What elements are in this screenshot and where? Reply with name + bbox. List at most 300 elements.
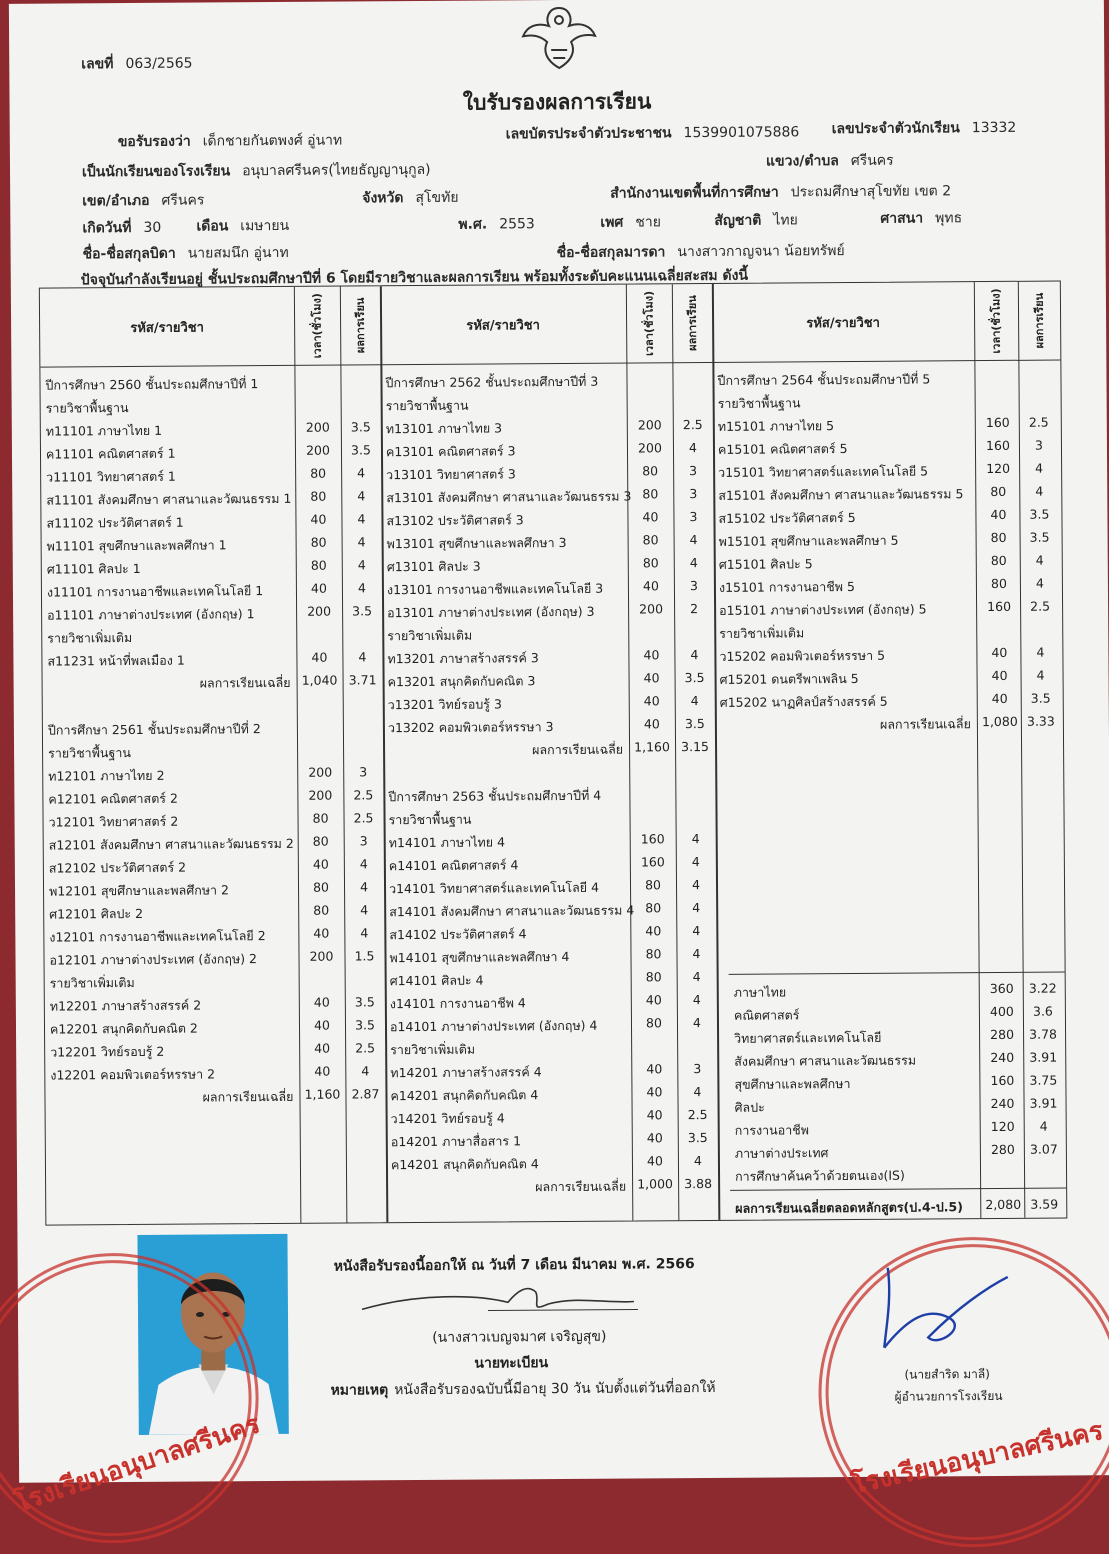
subject-row: [42, 646, 382, 670]
hours-cell: 80: [297, 811, 343, 826]
subject-row: [384, 851, 716, 875]
grade-cell: 3.5: [345, 1017, 385, 1032]
hours-cell: 80: [976, 553, 1022, 568]
hours-cell: 160: [630, 831, 676, 846]
subject-row: [42, 531, 382, 555]
subject-cell: ภาษาไทย: [734, 982, 787, 1002]
subject-cell: ง14101 การงานอาชีพ 4: [390, 993, 526, 1014]
subject-row: [43, 807, 383, 831]
subject-row: [384, 897, 716, 921]
subject-cell: ผลการเรียนเฉลี่ย: [535, 1177, 626, 1198]
hours-cell: 120: [975, 461, 1021, 476]
subject-cell: ส13101 สังคมศึกษา ศาสนาและวัฒนธรรม 3: [386, 487, 631, 509]
subject-row: [44, 922, 384, 946]
subject-cell: ส12101 สังคมศึกษา ศาสนาและวัฒนธรรม 2: [49, 834, 294, 856]
grade-cell: 3.75: [1023, 1073, 1063, 1088]
grade-cell: 3.91: [1023, 1096, 1063, 1111]
grade-cell: 3.5: [675, 670, 715, 685]
grade-cell: 4: [1024, 1119, 1064, 1134]
grade-cell: 2.5: [345, 1040, 385, 1055]
col2-subject-header: รหัส/รายวิชา: [380, 285, 627, 365]
summary-row: [729, 978, 1063, 1002]
hours-cell: 40: [630, 923, 676, 938]
subject-cell: อ15101 ภาษาต่างประเทศ (อังกฤษ) 5: [719, 599, 927, 620]
subject-cell: ศ12101 ศิลปะ 2: [49, 904, 143, 925]
hours-cell: 200: [298, 949, 344, 964]
subject-row: [40, 370, 380, 394]
grade-cell: 4: [1020, 576, 1060, 591]
subject-cell: ผลการเรียนเฉลี่ย: [880, 714, 971, 735]
summary-row: [729, 1047, 1063, 1071]
subject-row: [386, 1127, 718, 1151]
subject-row: [44, 899, 384, 923]
hours-cell: 40: [629, 716, 675, 731]
subject-row: [45, 968, 385, 992]
grade-cell: 4: [341, 511, 381, 526]
subject-cell: ค12201 สนุกคิดกับคณิต 2: [50, 1019, 198, 1040]
subject-cell: ค11101 คณิตศาสตร์ 1: [46, 444, 176, 465]
subject-row: [381, 414, 713, 438]
subject-row: [713, 435, 1059, 459]
district-line: เขต/อำเภอ ศรีนคร: [82, 189, 204, 212]
grade-cell: 3.07: [1024, 1142, 1064, 1157]
grade-cell: 3.5: [1019, 507, 1059, 522]
subject-cell: อ13101 ภาษาต่างประเทศ (อังกฤษ) 3: [387, 602, 595, 623]
certificate-paper: [9, 0, 1109, 1483]
subject-cell: ว12201 วิทย์รอบรู้ 2: [50, 1042, 164, 1063]
subject-cell: พ11101 สุขศึกษาและพลศึกษา 1: [47, 535, 227, 556]
grade-cell: 3.71: [343, 672, 383, 687]
subject-row: [381, 460, 713, 484]
hours-cell: 80: [976, 576, 1022, 591]
subject-cell: ปีการศึกษา 2564 ชั้นประถมศึกษาปีที่ 5: [717, 369, 930, 390]
grade-cell: 4: [1020, 553, 1060, 568]
hours-cell: 80: [630, 900, 676, 915]
registrar-name: (นางสาวเบญจมาศ เจริญสุข): [432, 1326, 606, 1349]
grade-cell: 4: [676, 877, 716, 892]
subject-row: [384, 943, 716, 967]
hours-cell: 240: [979, 1096, 1025, 1111]
subject-row: [45, 1014, 385, 1038]
subject-cell: อ14201 ภาษาสื่อสาร 1: [391, 1131, 521, 1152]
hours-cell: 40: [632, 1153, 678, 1168]
subject-cell: ศ13101 ศิลปะ 3: [387, 557, 481, 578]
subject-row: [382, 598, 714, 622]
average-row: [45, 1083, 385, 1107]
average-row: [386, 1173, 718, 1197]
hours-cell: 240: [979, 1050, 1025, 1065]
subject-row: [44, 830, 384, 854]
subject-cell: ว13101 วิทยาศาสตร์ 3: [386, 464, 516, 485]
col1-subject-header: รหัส/รายวิชา: [40, 287, 295, 367]
subject-row: [714, 596, 1060, 620]
grade-cell: 3: [674, 578, 714, 593]
hours-cell: 200: [295, 443, 341, 458]
grade-cell: 3: [673, 509, 713, 524]
subject-row: [382, 644, 714, 668]
grade-cell: 4: [344, 856, 384, 871]
director-title: ผู้อำนวยการโรงเรียน: [895, 1387, 1003, 1407]
hours-cell: 160: [975, 415, 1021, 430]
subject-row: [713, 458, 1059, 482]
birth-day-line: เกิดวันที่ 30: [82, 217, 161, 240]
hours-cell: 40: [976, 645, 1022, 660]
subject-cell: ง11101 การงานอาชีพและเทคโนโลยี 1: [47, 581, 263, 603]
subject-cell: ศ11101 ศิลปะ 1: [47, 559, 141, 580]
subject-row: [42, 554, 382, 578]
subject-cell: รายวิชาเพิ่มเติม: [50, 973, 135, 994]
subject-row: [385, 1012, 717, 1036]
hours-cell: 80: [976, 530, 1022, 545]
subject-row: [382, 575, 714, 599]
grade-cell: 3: [673, 486, 713, 501]
hours-cell: 40: [296, 581, 342, 596]
subject-row: [383, 759, 715, 783]
hours-cell: 40: [631, 992, 677, 1007]
subject-row: [42, 623, 382, 647]
hours-cell: 40: [299, 1018, 345, 1033]
subject-cell: รายวิชาเพิ่มเติม: [390, 1040, 475, 1061]
subject-cell: การศึกษาค้นคว้าด้วยตนเอง(IS): [735, 1166, 905, 1187]
garuda-emblem: [519, 0, 600, 72]
subject-cell: ท13101 ภาษาไทย 3: [386, 418, 502, 439]
citizen-id-line: เลขบัตรประจำตัวประชาชน 1539901075886: [506, 121, 800, 145]
hours-cell: 200: [627, 440, 673, 455]
hours-cell: 1,160: [629, 739, 675, 754]
average-row: [383, 736, 715, 760]
subject-cell: รายวิชาเพิ่มเติม: [387, 626, 472, 647]
grade-cell: 3: [1019, 438, 1059, 453]
grade-cell: 4: [676, 923, 716, 938]
hours-cell: 80: [630, 946, 676, 961]
father-line: ชื่อ-ชื่อสกุลบิดา นายสมนึก อู่นาท: [83, 242, 289, 265]
subject-row: [384, 828, 716, 852]
grade-cell: 2.5: [673, 417, 713, 432]
subject-cell: คณิตศาสตร์: [734, 1005, 800, 1025]
hours-cell: 80: [628, 555, 674, 570]
subject-cell: ค12101 คณิตศาสตร์ 2: [48, 789, 178, 810]
subject-cell: ท13201 ภาษาสร้างสรรค์ 3: [387, 648, 538, 669]
summary-row: [730, 1139, 1064, 1163]
subject-row: [713, 504, 1059, 528]
subject-cell: ง15101 การงานอาชีพ 5: [719, 577, 855, 598]
grade-cell: 4: [342, 580, 382, 595]
grade-cell: 3.33: [1021, 714, 1061, 729]
subject-cell: ค14101 คณิตศาสตร์ 4: [389, 855, 519, 876]
col3-hours-header: เวลา(ชั่วโมง): [974, 286, 1018, 356]
subject-row: [382, 621, 714, 645]
hours-cell: 40: [629, 693, 675, 708]
hours-cell: 360: [979, 981, 1025, 996]
grade-cell: 3: [677, 1061, 717, 1076]
summary-row: [729, 1070, 1063, 1094]
subject-cell: ส12102 ประวัติศาสตร์ 2: [49, 858, 186, 879]
subject-row: [43, 692, 383, 716]
mother-line: ชื่อ-ชื่อสกุลมารดา นางสาวกาญจนา น้อยทรัพย์: [557, 240, 845, 264]
grade-cell: 4: [676, 946, 716, 961]
subject-cell: ส14102 ประวัติศาสตร์ 4: [389, 924, 526, 945]
grade-cell: 4: [1020, 645, 1060, 660]
grade-cell: 3.59: [1024, 1197, 1064, 1212]
subject-cell: ศิลปะ: [735, 1098, 765, 1118]
col1-hours-header: เวลา(ชั่วโมง): [294, 291, 340, 361]
subject-cell: สังคมศึกษา ศาสนาและวัฒนธรรม: [734, 1051, 916, 1072]
seal-text-left: โรงเรียนอนุบาลศรีนคร: [9, 1404, 265, 1524]
subject-cell: ศ15101 ศิลปะ 5: [719, 554, 813, 575]
hours-cell: 200: [297, 788, 343, 803]
hours-cell: 80: [296, 558, 342, 573]
grade-cell: 2.5: [678, 1107, 718, 1122]
subject-row: [713, 389, 1059, 413]
subject-cell: อ14101 ภาษาต่างประเทศ (อังกฤษ) 4: [390, 1016, 598, 1037]
subject-row: [41, 462, 381, 486]
grade-cell: 3.5: [678, 1130, 718, 1145]
hours-cell: 40: [299, 1064, 345, 1079]
subject-cell: ค13101 คณิตศาสตร์ 3: [386, 441, 516, 462]
subject-cell: ว13201 วิทย์รอบรู้ 3: [388, 694, 502, 715]
hours-cell: 80: [627, 463, 673, 478]
subject-cell: วิทยาศาสตร์และเทคโนโลยี: [734, 1028, 881, 1049]
subject-cell: ปีการศึกษา 2561 ชั้นประถมศึกษาปีที่ 2: [48, 719, 261, 740]
subject-cell: ผลการเรียนเฉลี่ย: [202, 1087, 293, 1108]
subject-row: [385, 989, 717, 1013]
director-name: (นายสำริด มาลี): [904, 1365, 990, 1385]
hours-cell: 40: [298, 857, 344, 872]
hours-cell: 80: [628, 532, 674, 547]
subject-cell: ว15202 คอมพิวเตอร์หรรษา 5: [719, 646, 885, 667]
col1-grade-header: ผลการเรียน: [340, 290, 380, 360]
religion-line: ศาสนา พุทธ: [880, 207, 962, 230]
grade-cell: 4: [344, 879, 384, 894]
subject-cell: ศ14101 ศิลปะ 4: [390, 971, 484, 992]
grade-cell: 4: [674, 532, 714, 547]
grade-cell: 4: [342, 534, 382, 549]
grade-cell: 2.5: [343, 810, 383, 825]
hours-cell: 160: [976, 599, 1022, 614]
subject-row: [384, 920, 716, 944]
hours-cell: 1,080: [977, 714, 1023, 729]
grade-cell: 4: [342, 557, 382, 572]
province-line: จังหวัด สุโขทัย: [362, 187, 458, 210]
subject-cell: ปีการศึกษา 2563 ชั้นประถมศึกษาปีที่ 4: [388, 786, 601, 807]
grade-cell: 2: [674, 601, 714, 616]
subject-row: [714, 550, 1060, 574]
subject-cell: สุขศึกษาและพลศึกษา: [734, 1074, 850, 1095]
subject-row: [43, 761, 383, 785]
subject-cell: ว13202 คอมพิวเตอร์หรรษา 3: [388, 717, 554, 738]
status-line: ปัจจุบันกำลังเรียนอยู่ ชั้นประถมศึกษาปีที่ 6 โดยมีรายวิชาและผลการเรียน พร้อมทั้งระดับคะแนนเฉลี่ยสะสม ดังนี้: [81, 265, 748, 292]
subject-cell: ท14101 ภาษาไทย 4: [389, 832, 505, 853]
hours-cell: 40: [299, 995, 345, 1010]
subject-cell: ว11101 วิทยาศาสตร์ 1: [46, 467, 176, 488]
school-line: เป็นนักเรียนของโรงเรียน อนุบาลศรีนคร(ไทยธัญญานุกูล): [82, 159, 431, 183]
hours-cell: 40: [628, 578, 674, 593]
issue-date: หนังสือรับรองนี้ออกให้ ณ วันที่ 7 เดือน มีนาคม พ.ศ. 2566: [334, 1253, 695, 1278]
hours-cell: 80: [630, 877, 676, 892]
subject-row: [41, 439, 381, 463]
subject-row: [714, 665, 1060, 689]
hours-cell: 40: [977, 691, 1023, 706]
col3-subject-header: รหัส/รายวิชา: [712, 282, 975, 362]
subject-row: [385, 966, 717, 990]
overall-average-row: [730, 1194, 1064, 1218]
subject-cell: ส11101 สังคมศึกษา ศาสนาและวัฒนธรรม 1: [46, 489, 291, 511]
edu-office-line: สำนักงานเขตพื้นที่การศึกษา ประถมศึกษาสุโขทัย เขต 2: [610, 180, 951, 204]
grade-cell: 3.88: [678, 1176, 718, 1191]
hours-cell: 280: [980, 1142, 1026, 1157]
col3-grade-header: ผลการเรียน: [1018, 286, 1060, 356]
subject-cell: รายวิชาพื้นฐาน: [718, 393, 801, 414]
subject-cell: อ12101 ภาษาต่างประเทศ (อังกฤษ) 2: [49, 949, 257, 970]
subject-cell: พ15101 สุขศึกษาและพลศึกษา 5: [719, 531, 899, 552]
hours-cell: 400: [979, 1004, 1025, 1019]
grade-cell: 4: [676, 854, 716, 869]
subject-cell: ว14201 วิทย์รอบรู้ 4: [391, 1108, 505, 1129]
student-id-line: เลขประจำตัวนักเรียน 13332: [832, 117, 1017, 140]
validity-note: หมายเหตุ หนังสือรับรองฉบับนี้มีอายุ 30 วัน นับตั้งแต่วันที่ออกให้: [330, 1377, 715, 1402]
hours-cell: 40: [631, 1061, 677, 1076]
subject-cell: ผลการเรียนเฉลี่ย: [200, 673, 291, 694]
subject-row: [41, 485, 381, 509]
hours-cell: 40: [632, 1130, 678, 1145]
subject-row: [383, 805, 715, 829]
grade-cell: 3.5: [1020, 530, 1060, 545]
hours-cell: 80: [295, 466, 341, 481]
grade-cell: 4: [677, 1084, 717, 1099]
subject-cell: ว12101 วิทยาศาสตร์ 2: [48, 812, 178, 833]
subject-row: [44, 945, 384, 969]
subject-row: [715, 688, 1061, 712]
grade-cell: 3.5: [675, 716, 715, 731]
hours-cell: 80: [298, 880, 344, 895]
subject-cell: ปีการศึกษา 2560 ชั้นประถมศึกษาปีที่ 1: [45, 374, 258, 395]
subject-cell: ท12201 ภาษาสร้างสรรค์ 2: [50, 996, 201, 1017]
summary-row: [729, 1024, 1063, 1048]
subject-cell: ศ15202 นาฏศิลป์สร้างสรรค์ 5: [720, 692, 888, 713]
subject-row: [44, 876, 384, 900]
hours-cell: 280: [979, 1027, 1025, 1042]
subject-cell: ค15101 คณิตศาสตร์ 5: [718, 439, 848, 460]
grade-cell: 4: [674, 647, 714, 662]
subject-row: [713, 481, 1059, 505]
hours-cell: 80: [631, 1015, 677, 1030]
seal-text-right: โรงเรียนอนุบาลศรีนคร: [848, 1410, 1107, 1505]
hours-cell: 40: [627, 509, 673, 524]
grade-cell: 4: [344, 902, 384, 917]
summary-row: [730, 1162, 1064, 1186]
hours-cell: 40: [632, 1107, 678, 1122]
grade-cell: 4: [341, 488, 381, 503]
grade-cell: 3.6: [1023, 1004, 1063, 1019]
subject-cell: ง12101 การงานอาชีพและเทคโนโลยี 2: [49, 926, 265, 948]
subject-cell: รายวิชาเพิ่มเติม: [47, 628, 132, 649]
subject-row: [383, 782, 715, 806]
subject-cell: ง13101 การงานอาชีพและเทคโนโลยี 3: [387, 579, 603, 601]
registrar-signature: [358, 1281, 638, 1323]
subject-cell: ส11231 หน้าที่พลเมือง 1: [47, 651, 185, 672]
hours-cell: 1,040: [297, 673, 343, 688]
summary-row: [729, 1093, 1063, 1117]
hours-cell: 80: [296, 535, 342, 550]
subject-cell: ปีการศึกษา 2562 ชั้นประถมศึกษาปีที่ 3: [385, 372, 598, 393]
subject-cell: ง12201 คอมพิวเตอร์หรรษา 2: [50, 1064, 215, 1085]
subject-row: [44, 853, 384, 877]
grade-cell: 3.5: [345, 994, 385, 1009]
subject-cell: พ12101 สุขศึกษาและพลศึกษา 2: [49, 880, 229, 901]
grade-cell: 4: [345, 1063, 385, 1078]
grade-cell: 2.5: [343, 787, 383, 802]
hours-cell: 80: [298, 834, 344, 849]
grade-cell: 4: [342, 649, 382, 664]
summary-row: [729, 1001, 1063, 1025]
hours-cell: 40: [299, 1041, 345, 1056]
subject-row: [385, 1035, 717, 1059]
subject-row: [384, 874, 716, 898]
grade-cell: 3.22: [1023, 981, 1063, 996]
grade-cell: 4: [1021, 668, 1061, 683]
nationality-line: สัญชาติ ไทย: [714, 209, 798, 232]
hours-cell: 40: [631, 1084, 677, 1099]
subject-cell: รายวิชาพื้นฐาน: [386, 396, 469, 417]
hours-cell: 80: [298, 903, 344, 918]
subject-row: [383, 690, 715, 714]
grade-cell: 4: [677, 992, 717, 1007]
subject-cell: ว14101 วิทยาศาสตร์และเทคโนโลยี 4: [389, 878, 599, 899]
grade-cell: 4: [677, 1015, 717, 1030]
subject-cell: พ14101 สุขศึกษาและพลศึกษา 4: [389, 947, 569, 968]
subject-row: [381, 391, 713, 415]
subject-cell: ผลการเรียนเฉลี่ยตลอดหลักสูตร(ป.4-ป.5): [735, 1197, 963, 1219]
subject-cell: ส11102 ประวัติศาสตร์ 1: [46, 513, 183, 534]
hours-cell: 40: [977, 668, 1023, 683]
doc-number: เลขที่ 063/2565: [81, 53, 192, 76]
grade-cell: 3.78: [1023, 1027, 1063, 1042]
average-row: [715, 711, 1061, 735]
subject-cell: ศ15201 ดนตรีพาเพลิน 5: [720, 669, 859, 690]
grade-cell: 3: [343, 764, 383, 779]
subject-cell: ผลการเรียนเฉลี่ย: [532, 740, 623, 761]
subject-cell: ส14101 สังคมศึกษา ศาสนาและวัฒนธรรม 4: [389, 900, 634, 922]
grade-cell: 3: [673, 463, 713, 478]
hours-cell: 40: [295, 512, 341, 527]
grade-cell: 4: [678, 1153, 718, 1168]
subject-row: [713, 412, 1059, 436]
subject-cell: ว15101 วิทยาศาสตร์และเทคโนโลยี 5: [718, 461, 928, 482]
subject-row: [383, 713, 715, 737]
subject-row: [43, 784, 383, 808]
subject-cell: ส15102 ประวัติศาสตร์ 5: [718, 508, 855, 529]
hours-cell: 80: [295, 489, 341, 504]
col2-hours-header: เวลา(ชั่วโมง): [626, 288, 672, 358]
grade-cell: 3.5: [341, 442, 381, 457]
subject-row: [380, 368, 712, 392]
grade-cell: 4: [1019, 461, 1059, 476]
grade-cell: 2.5: [1020, 599, 1060, 614]
subject-cell: ท11101 ภาษาไทย 1: [46, 421, 162, 442]
subject-cell: ท14201 ภาษาสร้างสรรค์ 4: [390, 1062, 541, 1083]
subject-cell: ส13102 ประวัติศาสตร์ 3: [386, 510, 523, 531]
hours-cell: 200: [296, 604, 342, 619]
hours-cell: 80: [975, 484, 1021, 499]
subject-cell: การงานอาชีพ: [735, 1120, 809, 1141]
grade-cell: 1.5: [344, 948, 384, 963]
subject-row: [385, 1058, 717, 1082]
registrar-title: นายทะเบียน: [474, 1352, 548, 1375]
grade-cell: 3.5: [341, 419, 381, 434]
page-title: ใบรับรองผลการเรียน: [9, 82, 1104, 123]
hours-cell: 160: [979, 1073, 1025, 1088]
hours-cell: 40: [975, 507, 1021, 522]
